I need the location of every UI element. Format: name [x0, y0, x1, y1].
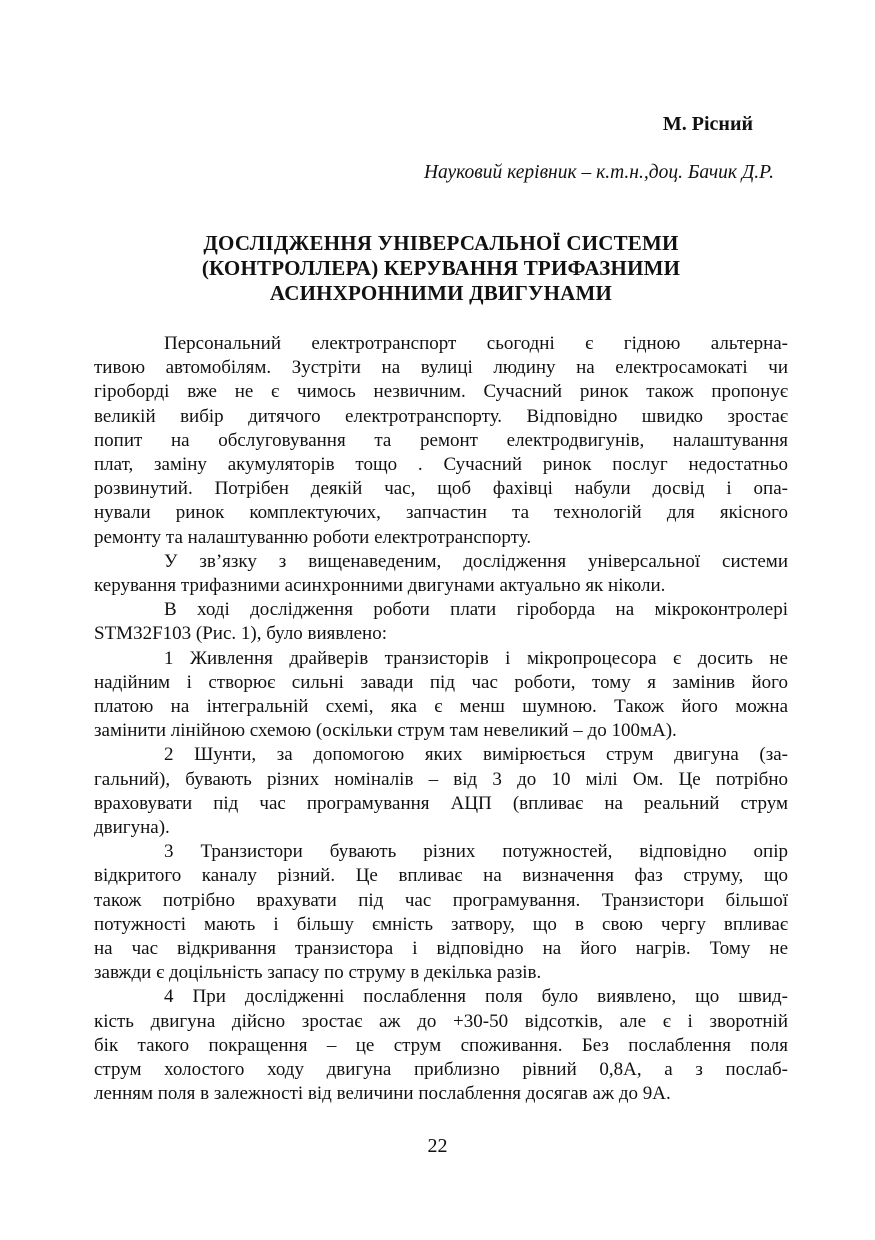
text-line: плат, заміну акумуляторів тощо . Сучасний ринок послуг недостатньо: [94, 454, 788, 476]
supervisor-line: Науковий керівник – к.т.н.,доц. Бачик Д.Р.: [423, 162, 774, 183]
text-line: ремонту та налаштуванню роботи електротранспорту.: [94, 526, 532, 548]
text-line: платою на інтегральній схемі, яка є менш шумною. Також його можна: [94, 696, 788, 718]
text-line: бік такого покращення – це струм споживання. Без послаблення поля: [94, 1034, 788, 1056]
text-line: враховувати під час програмування АЦП (впливає на реальний струм: [94, 792, 788, 814]
text-line: великій вибір дитячого електротранспорту. Відповідно швидко зростає: [94, 405, 788, 427]
text-line: 3 Транзистори бувають різних потужностей, відповідно опір: [164, 841, 788, 863]
title-line: ДОСЛІДЖЕННЯ УНІВЕРСАЛЬНОЇ СИСТЕМИ: [203, 231, 679, 255]
title-line: АСИНХРОННИМИ ДВИГУНАМИ: [269, 281, 613, 305]
text-line: В ході дослідження роботи плати гіроборда на мікроконтролері: [164, 599, 788, 621]
text-line: Персональний електротранспорт сьогодні є гідною альтерна-: [164, 333, 788, 354]
text-line: замінити лінійною схемою (оскільки струм там невеликий – до 100мА).: [94, 720, 677, 742]
paper-title: [94, 231, 788, 306]
paragraph: [94, 332, 788, 550]
text-line: У зв’язку з вищенаведеним, дослідження універсальної системи: [164, 550, 788, 572]
text-line: керування трифазними асинхронними двигунами актуально як ніколи.: [94, 575, 666, 597]
paragraph: [94, 598, 788, 646]
text-line: нували ринок комплектуючих, запчастин та технологій для якісного: [94, 502, 788, 524]
text-line: розвинутий. Потрібен деякій час, щоб фахівці набули досвід і опа-: [94, 478, 788, 500]
text-line: двигуна).: [94, 817, 170, 839]
text-line: струм холостого ходу двигуна приблизно рівний 0,8А, а з послаб-: [94, 1059, 788, 1081]
text-line: відкритого каналу різний. Це впливає на визначення фаз струму, що: [94, 865, 788, 887]
paragraph: [94, 647, 788, 744]
text-line: кість двигуна дійсно зростає аж до +30-50 відсотків, але є і зворотній: [94, 1010, 788, 1032]
title-line: (КОНТРОЛЛЕРА) КЕРУВАННЯ ТРИФАЗНИМИ: [201, 256, 681, 280]
text-line: ленням поля в залежності від величини послаблення досягав аж до 9А.: [94, 1083, 671, 1105]
text-line: STM32F103 (Рис. 1), було виявлено:: [94, 623, 388, 645]
paragraph: [94, 840, 788, 985]
text-line: надійним і створює сильні завади під час роботи, тому я замінив його: [94, 671, 788, 693]
text-column: [94, 0, 788, 1240]
text-line: 1 Живлення драйверів транзисторів і мікропроцесора є досить не: [164, 647, 788, 669]
author-name: М. Рісний: [662, 113, 753, 135]
text-line: потужності мають і більшу ємність затвору, що в свою чергу впливає: [94, 913, 788, 935]
text-line: також потрібно врахувати під час програмування. Транзистори більшої: [94, 889, 788, 911]
paragraph: [94, 985, 788, 1106]
text-line: на час відкривання транзистора і відповідно на його нагрів. Тому не: [94, 938, 788, 960]
body-text: [94, 332, 788, 1107]
text-line: гіроборді вже не є чимось незвичним. Сучасний ринок також пропонує: [94, 381, 788, 403]
text-line: попит на обслуговування та ремонт електродвигунів, налаштування: [94, 429, 788, 451]
text-line: 2 Шунти, за допомогою яких вимірюється струм двигуна (за-: [164, 744, 788, 766]
paragraph: [94, 550, 788, 598]
text-line: тивою автомобілям. Зустріти на вулиці людину на електросамокаті чи: [94, 357, 788, 379]
paragraph: [94, 743, 788, 840]
text-line: завжди є доцільність запасу по струму в декілька разів.: [94, 962, 542, 984]
text-line: 4 При дослідженні послаблення поля було виявлено, що швид-: [164, 986, 788, 1008]
page-number: 22: [427, 1135, 448, 1157]
text-line: гальний), бувають різних номіналів – від 3 до 10 мілі Ом. Це потрібно: [94, 768, 788, 790]
